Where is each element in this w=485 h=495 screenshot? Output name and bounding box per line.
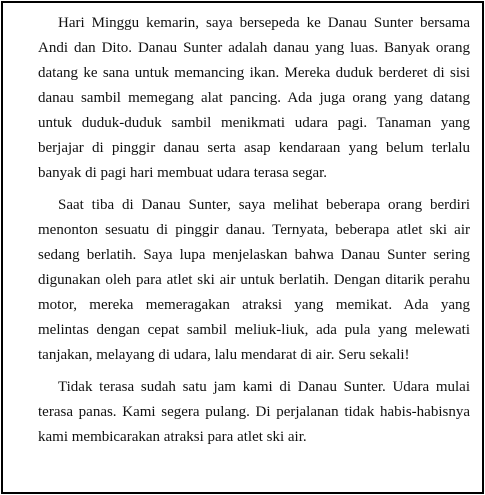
text-line: berjajar di pinggir danau serta asap kendaraan yang belum terlalu	[38, 140, 470, 156]
paragraph-1	[18, 11, 470, 186]
paragraph-2	[18, 193, 470, 368]
text-line: terasa panas. Kami segera pulang. Di perjalanan tidak habis-habisnya	[38, 404, 470, 420]
text-line: datang ke sana untuk memancing ikan. Mereka duduk berderet di sisi	[38, 65, 470, 81]
text-line: kami membicarakan atraksi para atlet ski air.	[38, 429, 307, 445]
text-line: tanjakan, melayang di udara, lalu mendarat di air. Seru sekali!	[38, 347, 410, 363]
text-line: danau sambil memegang alat pancing. Ada juga orang yang datang	[38, 90, 470, 106]
text-line: Andi dan Dito. Danau Sunter adalah danau yang luas. Banyak orang	[38, 40, 470, 56]
text-body	[18, 11, 470, 457]
text-line: Saat tiba di Danau Sunter, saya melihat beberapa orang berdiri	[58, 197, 470, 213]
text-line: untuk duduk-duduk sambil menikmati udara pagi. Tanaman yang	[38, 115, 470, 131]
page-frame	[1, 1, 484, 494]
text-line: menonton sesuatu di pinggir danau. Ternyata, beberapa atlet ski air	[38, 222, 470, 238]
text-line: digunakan oleh para atlet ski air untuk berlatih. Dengan ditarik perahu	[38, 272, 470, 288]
text-line: sedang berlatih. Saya lupa menjelaskan bahwa Danau Sunter sering	[38, 247, 470, 263]
text-line: banyak di pagi hari membuat udara terasa segar.	[38, 165, 328, 181]
paragraph-3	[18, 375, 470, 450]
text-line: Tidak terasa sudah satu jam kami di Danau Sunter. Udara mulai	[58, 379, 470, 395]
text-line: Hari Minggu kemarin, saya bersepeda ke Danau Sunter bersama	[58, 15, 470, 31]
text-line: melintas dengan cepat sambil meliuk-liuk, ada pula yang melewati	[38, 322, 470, 338]
text-line: motor, mereka memeragakan atraksi yang memikat. Ada yang	[38, 297, 470, 313]
